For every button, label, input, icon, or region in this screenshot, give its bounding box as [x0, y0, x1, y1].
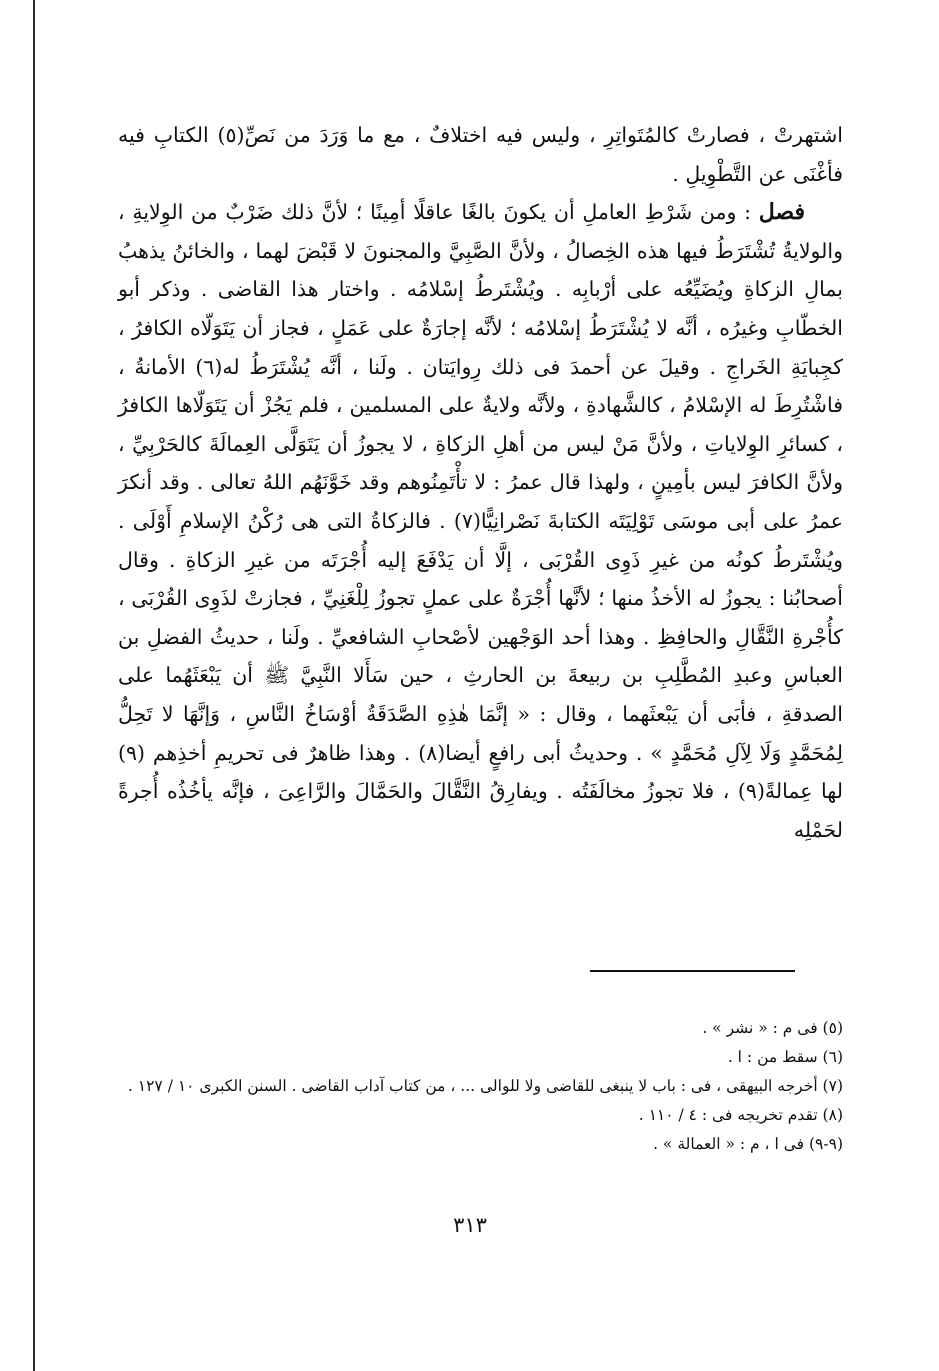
footnote-separator — [590, 970, 795, 972]
paragraph-1: اشتهرتْ ، فصارتْ كالمُتَواتِرِ ، وليس فيه اختلافٌ ، مع ما وَرَدَ من نَصِّ(٥) الكتابِ فيه فأغْنَى عن التَّطْوِيلِ . — [118, 123, 843, 186]
section-heading-fasl: فصل — [758, 199, 805, 226]
footnotes — [118, 1014, 843, 1159]
footnote-6: (٦) سقط من : ا . — [727, 1048, 843, 1066]
scan-edge-shadow — [33, 0, 35, 1371]
footnote-5: (٥) فى م : « نشر » . — [702, 1019, 843, 1037]
footnote-8: (٨) تقدم تخريجه فى : ٤ / ١١٠ . — [638, 1106, 843, 1124]
footnote-9: (٩-٩) فى ا ، م : « العمالة » . — [653, 1135, 843, 1153]
page-number: ٣١٣ — [453, 1213, 487, 1237]
paragraph-2 — [118, 193, 843, 849]
main-text — [118, 116, 843, 849]
paragraph-2-text: : ومن شَرْطِ العاملِ أن يكونَ بالغًا عاقلًا أمِينًا ؛ لأنَّ ذلك ضَرْبٌ من الوِلايةِ ، والولايةُ تُشْتَرَطُ فيها هذه الخِصالُ ، ولأنَّ الصَّبِيَّ والمجنونَ لا قَبْضَ لهما ، والخائنُ يذهبُ بمالِ الزكاةِ ويُضَيِّعُه على أرْبابِه . ويُشْتَرطُ إسْلامُه . واختار هذا القاضى . وذكر أبو الخطّابِ وغيرُه ، أنَّه لا يُشْتَرَطُ إسْلامُه ؛ لأنَّه إجارَةٌ على عَمَلٍ ، فجاز أن يَتَوَلّاه الكافرُ ، كجِبايَةِ الخَراجِ . وقيلَ عن أحمدَ فى ذلك رِوايَتان . ولَنا ، أنَّه يُشْتَرَطُ له(٦) الأمانةُ ، فاشْتُرِطَ له الإسْلامُ ، كالشَّهادةِ ، ولأنَّه ولايةٌ على المسلمين ، فلم يَجُزْ أن يَتَوَلّاها الكافرُ ، كسائرِ الوِلاياتِ ، ولأنَّ مَنْ ليس من أهلِ الزكاةِ ، لا يجوزُ أن يَتَوَلَّى العِمالَةَ كالحَرْبِيِّ ، ولأنَّ الكافرَ ليس بأمِينٍ ، ولهذا قال عمرُ : لا تأْتَمِنُوهم وقد خَوَّنَهُم اللهُ تعالى . وقد أنكرَ عمرُ على أبى موسَى تَوْلِيَتَه الكتابةَ نَصْرانِيًّا(٧) . فالزكاةُ التى هى رُكْنُ الإسلامِ أَوْلَى . ويُشْتَرطُ كونُه من غيرِ ذَوِى القُرْبَى ، إلَّا أن يَدْفَعَ إليه أُجْرَتَه من غيرِ الزكاةِ . وقال أصحابُنا : يجوزُ له الأخذُ منها ؛ لأنَّها أُجْرَةٌ على عملٍ تجوزُ لِلْغَنِيِّ ، فجازتْ لذَوِى القُرْبَى ، كأُجْرةِ النَّقَّالِ والحافِظِ . وهذا أحد الوَجْهين لأصْحابِ الشافعيِّ . ولَنا ، حديثُ الفضلِ بن العباسِ وعبدِ المُطَّلِبِ بن ربيعةَ بن الحارثِ ، حين سَأَلا النَّبِيَّ ﷺ أن يَبْعَثَهُما على الصدقةِ ، فأبَى أن يَبْعثَهما ، وقال : « إنَّمَا هٰذِهِ الصَّدَقَةُ أوْسَاخُ النَّاسِ ، وَإنَّهَا لا تَحِلُّ لِمُحَمَّدٍ وَلَا لِآلِ مُحَمَّدٍ » . وحديثُ أبى رافعٍ أيضا(٨) . وهذا ظاهرٌ فى تحريمِ أخذِهم (٩) لها عِمالةً(٩) ، فلا تجوزُ مخالَفَتُه . ويفارِقُ النَّقَّالَ والحَمَّالَ والرَّاعِىَ ، فإنَّه يأخُذُه أُجرةً لحَمْلِه — [118, 200, 844, 842]
footnote-7: (٧) أخرجه البيهقى ، فى : باب لا ينبغى للقاضى ولا للوالى ... ، من كتاب آداب القاضى . السنن الكبرى ١٠ / ١٢٧ . — [127, 1077, 843, 1095]
